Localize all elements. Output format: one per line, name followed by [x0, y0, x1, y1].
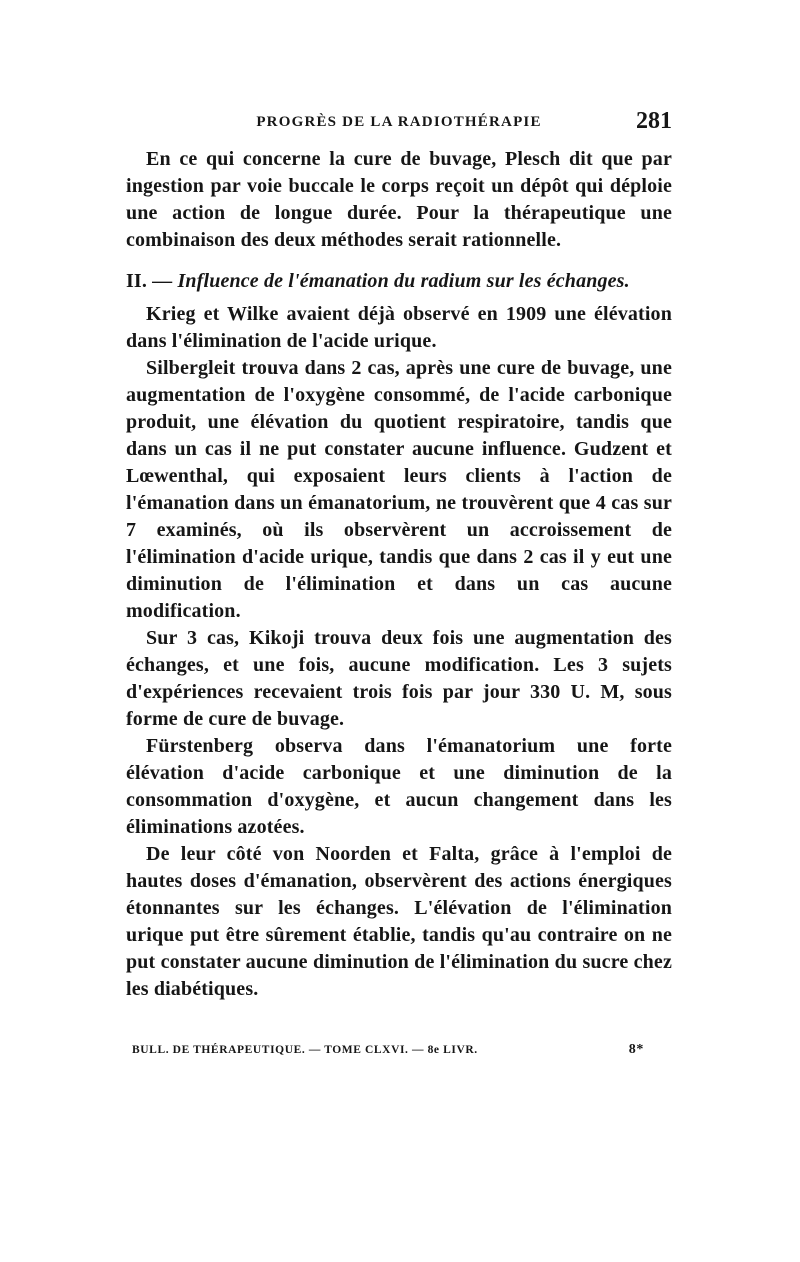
running-header	[126, 108, 672, 138]
page-number: 281	[636, 108, 672, 134]
section-number: II. —	[126, 270, 178, 292]
running-title: PROGRÈS DE LA RADIOTHÉRAPIE	[256, 114, 542, 130]
paragraph-silbergleit: Silbergleit trouva dans 2 cas, après une cure de buvage, une augmentation de l'oxygène consommé, de l'acide carbonique produit, une élévation du quotient respiratoire, tandis que dans un cas il ne put constater aucune influence. Gudzent et Lœwenthal, qui exposaient leurs clients à l'action de l'émanation dans un émanatorium, ne trouvèrent que 4 cas sur 7 examinés, où ils observèrent un accroissement de l'élimination d'acide urique, tandis que dans 2 cas il y eut une diminution de l'élimination et dans un cas aucune modification.	[126, 357, 672, 622]
paragraph-kikoji: Sur 3 cas, Kikoji trouva deux fois une augmentation des échanges, et une fois, aucune modification. Les 3 sujets d'expériences recevaient trois fois par jour 330 U. M, sous forme de cure de buvage.	[126, 627, 672, 730]
paragraph-furstenberg: Fürstenberg observa dans l'émanatorium une forte élévation d'acide carbonique et une diminution de la consommation d'oxygène, et aucun changement dans les éliminations azotées.	[126, 735, 672, 838]
footer-signature: BULL. DE THÉRAPEUTIQUE. — TOME CLXVI. — 8e LIVR.	[132, 1044, 478, 1056]
paragraph-intro: En ce qui concerne la cure de buvage, Plesch dit que par ingestion par voie buccale le corps reçoit un dépôt qui déploie une action de longue durée. Pour la thérapeutique une combinaison des deux méthodes serait rationnelle.	[126, 148, 672, 251]
page-footer	[126, 1040, 672, 1062]
footer-sheet-mark: 8*	[628, 1042, 644, 1057]
section-heading	[126, 268, 672, 295]
page-body	[126, 108, 672, 1003]
paragraph-krieg-wilke: Krieg et Wilke avaient déjà observé en 1909 une élévation dans l'élimination de l'acide urique.	[126, 303, 672, 352]
section-title: Influence de l'émanation du radium sur les échanges.	[177, 270, 630, 292]
paragraph-noorden-falta: De leur côté von Noorden et Falta, grâce à l'emploi de hautes doses d'émanation, observèrent des actions énergiques étonnantes sur les échanges. L'élévation de l'élimination urique put être sûrement établie, tandis qu'au contraire on ne put constater aucune diminution de l'élimination du sucre chez les diabétiques.	[126, 843, 672, 1000]
